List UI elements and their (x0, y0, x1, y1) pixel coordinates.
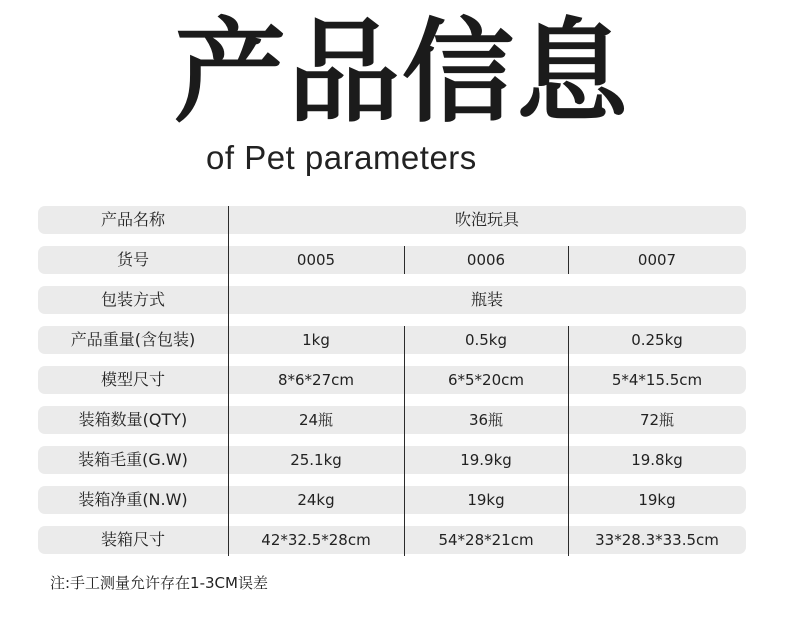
row-value-col3: 72瓶 (639, 411, 675, 429)
row-value-col1: 0005 (296, 251, 336, 269)
row-value: 吹泡玩具 (454, 210, 519, 229)
row-label: 装箱尺寸 (100, 530, 165, 549)
table-row-carton-size (38, 526, 746, 554)
page-title: 产品信息 (174, 8, 630, 138)
table-row-item-number (38, 246, 746, 274)
column-divider (568, 326, 569, 556)
row-label: 装箱毛重(G.W) (78, 450, 188, 469)
row-value-col1: 42*32.5*28cm (261, 531, 371, 549)
row-label: 货号 (116, 250, 149, 269)
row-value-col1: 1kg (302, 331, 330, 349)
row-value-col3: 5*4*15.5cm (611, 371, 703, 389)
row-value-col1: 24瓶 (298, 411, 334, 429)
row-value-col3: 19kg (638, 491, 676, 509)
row-value-col2: 6*5*20cm (447, 371, 525, 389)
table-row-carton-qty (38, 406, 746, 434)
row-value: 瓶装 (470, 290, 503, 309)
row-value-col2: 0006 (466, 251, 506, 269)
table-row-gross-weight (38, 446, 746, 474)
column-divider (404, 326, 405, 556)
row-label: 模型尺寸 (100, 370, 165, 389)
row-value-col1: 25.1kg (290, 451, 342, 469)
row-label: 产品名称 (100, 210, 165, 229)
column-divider (568, 246, 569, 274)
measurement-note: 注:手工测量允许存在1-3CM误差 (50, 574, 268, 592)
row-label: 包装方式 (100, 290, 165, 309)
page-subtitle: of Pet parameters (206, 139, 477, 176)
row-value-col3: 33*28.3*33.5cm (595, 531, 719, 549)
table-row-product-weight (38, 326, 746, 354)
row-value-col2: 0.5kg (464, 331, 508, 349)
row-value-col2: 19.9kg (460, 451, 512, 469)
table-row-product-name (38, 206, 746, 234)
row-label: 产品重量(含包装) (70, 330, 196, 349)
row-value-col3: 0007 (637, 251, 677, 269)
row-label: 装箱数量(QTY) (78, 410, 188, 429)
table-row-packaging (38, 286, 746, 314)
row-label: 装箱净重(N.W) (78, 490, 188, 509)
table-row-net-weight (38, 486, 746, 514)
table-row-model-size (38, 366, 746, 394)
row-value-col1: 24kg (297, 491, 335, 509)
row-value-col3: 19.8kg (631, 451, 683, 469)
column-divider (404, 246, 405, 274)
row-value-col3: 0.25kg (631, 331, 683, 349)
row-value-col1: 8*6*27cm (277, 371, 355, 389)
row-value-col2: 19kg (467, 491, 505, 509)
row-value-col2: 54*28*21cm (438, 531, 534, 549)
row-value-col2: 36瓶 (468, 411, 504, 429)
label-column-divider (228, 206, 229, 556)
